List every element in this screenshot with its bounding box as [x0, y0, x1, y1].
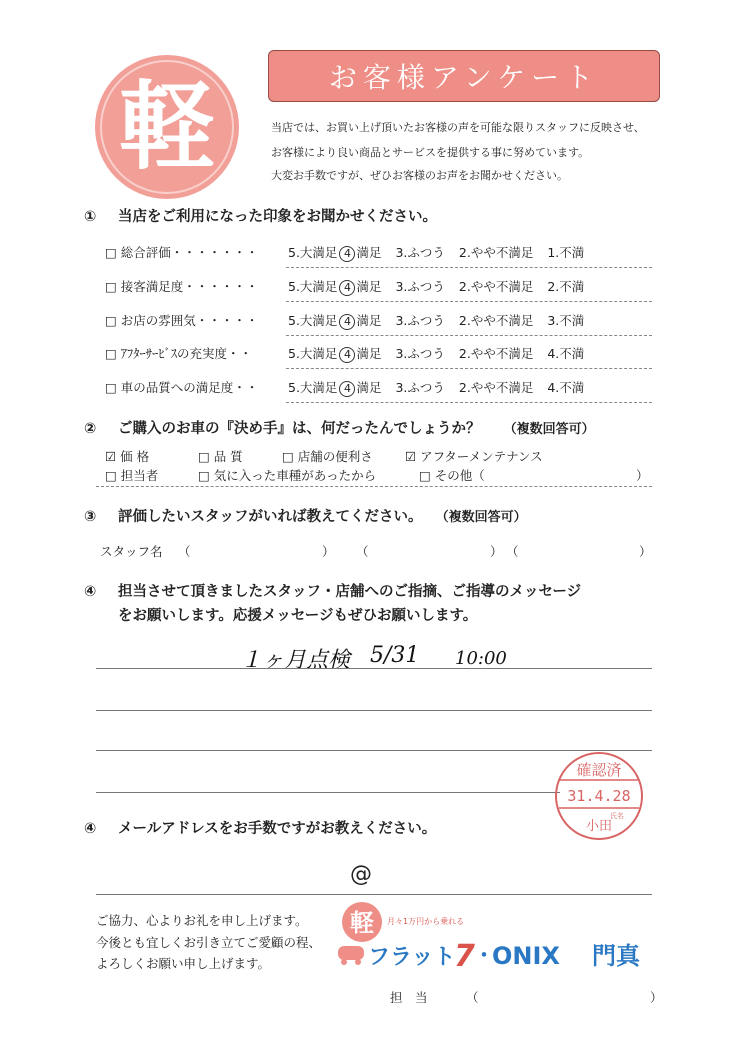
row-divider: [286, 267, 652, 268]
handwriting-2: 5/31: [370, 643, 420, 668]
q3-title: 評価したいスタッフがいれば教えてください。: [118, 509, 423, 525]
scale-option-2[interactable]: 2.やや不満足: [458, 313, 534, 328]
q5-number: ④: [84, 821, 97, 837]
scale-option-5[interactable]: 5.大満足: [288, 245, 338, 260]
closing-line-2: 今後とも宜しくお引き立てご愛顧の程、: [96, 935, 322, 950]
scale-option-3[interactable]: 3.ふつう: [395, 279, 445, 294]
q3-number: ③: [84, 509, 97, 525]
q4-title-2: をお願いします。応援メッセージもぜひお願いします。: [118, 608, 478, 624]
closing-line-3: よろしくお願い申し上げます。: [96, 956, 271, 971]
q2-note: （複数回答可）: [503, 422, 595, 437]
brand-tagline: 月々1万円から乗れる: [387, 917, 465, 926]
q3-note: （複数回答可）: [435, 510, 527, 525]
brand-sep: ・: [474, 943, 494, 967]
row-divider: [286, 368, 652, 369]
scale-option-1[interactable]: 3.不満: [547, 313, 585, 328]
staff-field-1-open[interactable]: （: [178, 544, 191, 559]
closing-line-1: ご協力、心よりお礼を申し上げます。: [96, 913, 308, 928]
q1-row-scale: [288, 243, 584, 262]
q1-row-label[interactable]: □ 接客満足度・・・・・・: [105, 279, 259, 294]
car-icon: [338, 946, 364, 960]
row-divider: [286, 301, 652, 302]
stamp-small: 氏名: [610, 812, 624, 820]
scale-option-3[interactable]: 3.ふつう: [395, 313, 445, 328]
handwriting-3: 10:00: [455, 648, 507, 669]
q1-title: 当店をご利用になった印象をお聞かせください。: [118, 209, 437, 225]
stamp-top: 確認済: [576, 761, 622, 779]
scale-option-4-label: 満足: [356, 346, 382, 361]
scale-option-4-circled[interactable]: 4: [339, 381, 355, 397]
scale-option-1[interactable]: 4.不満: [547, 346, 585, 361]
tanto-open[interactable]: （: [466, 990, 479, 1005]
scale-option-4-circled[interactable]: 4: [339, 246, 355, 262]
scale-option-4-label: 満足: [356, 380, 382, 395]
q1-row-scale: [288, 311, 584, 330]
q2-title: ご購入のお車の『決め手』は、何だったんでしょうか？: [118, 421, 481, 437]
logo-char: 軽: [119, 71, 215, 183]
q2-option-price[interactable]: ☑ 価 格: [105, 449, 150, 464]
q2-option-maintenance[interactable]: ☑ アフターメンテナンス: [405, 449, 543, 464]
scale-option-5[interactable]: 5.大満足: [288, 313, 338, 328]
page-title: お客様アンケート: [328, 61, 600, 94]
tanto-close: ）: [650, 990, 663, 1005]
q2-heading: [84, 417, 595, 438]
staff-field-3-close: ）: [639, 544, 652, 559]
at-sign: @: [350, 862, 372, 887]
scale-option-5[interactable]: 5.大満足: [288, 279, 338, 294]
staff-field-2-close: ）: [490, 544, 503, 559]
q2-number: ②: [84, 421, 97, 437]
message-line-1[interactable]: [96, 668, 652, 669]
q2-option-quality[interactable]: □ 品 質: [198, 449, 243, 464]
scale-option-5[interactable]: 5.大満足: [288, 346, 338, 361]
message-line-4[interactable]: [96, 792, 560, 793]
scale-option-4-circled[interactable]: 4: [339, 280, 355, 296]
scale-option-4-label: 満足: [356, 313, 382, 328]
brand-seven: 7: [454, 939, 475, 974]
q3-heading: [84, 505, 527, 526]
q2-option-staff[interactable]: □ 担当者: [105, 468, 159, 483]
title-banner: [268, 50, 660, 102]
q1-row-label[interactable]: □ お店の雰囲気・・・・・: [105, 313, 259, 328]
staff-field-3-open[interactable]: （: [506, 544, 519, 559]
email-line[interactable]: [96, 894, 652, 895]
staff-field-2-open[interactable]: （: [356, 544, 369, 559]
message-line-2[interactable]: [96, 710, 652, 711]
scale-option-3[interactable]: 3.ふつう: [395, 346, 445, 361]
q1-row-scale: [288, 378, 584, 397]
intro-line-3: 大変お手数ですが、ぜひお客様のお声をお聞かせください。: [271, 169, 568, 182]
brand-flat: フラット: [368, 945, 456, 970]
q5-heading: [84, 817, 436, 838]
scale-option-2[interactable]: 2.やや不満足: [458, 279, 534, 294]
intro-line-1: 当店では、お買い上げ頂いたお客様の声を可能な限りスタッフに反映させ、: [271, 121, 645, 134]
intro-line-2: お客様により良い商品とサービスを提供する事に努めています。: [271, 146, 590, 159]
scale-option-1[interactable]: 4.不満: [547, 380, 585, 395]
q1-heading: [84, 205, 437, 226]
handwriting-1: １ヶ月点検: [240, 648, 351, 673]
scale-option-2[interactable]: 2.やや不満足: [458, 380, 534, 395]
brand-kei: 軽: [350, 909, 374, 937]
q5-title: メールアドレスをお手数ですがお教えください。: [118, 821, 437, 837]
row-divider: [286, 335, 652, 336]
row-divider: [286, 402, 652, 403]
q1-row-label[interactable]: □ ｱﾌﾀｰｻｰﾋﾞｽの充実度・・: [105, 346, 253, 361]
q2-option-model[interactable]: □ 気に入った車種があったから: [198, 468, 377, 483]
scale-option-2[interactable]: 2.やや不満足: [458, 245, 534, 260]
divider: [96, 486, 652, 487]
scale-option-4-label: 満足: [356, 245, 382, 260]
scale-option-2[interactable]: 2.やや不満足: [458, 346, 534, 361]
staff-name-label: スタッフ名: [100, 544, 163, 559]
scale-option-4-circled[interactable]: 4: [339, 314, 355, 330]
q1-row-scale: [288, 277, 584, 296]
confirmation-stamp: [553, 750, 645, 842]
q2-other-close: ）: [636, 468, 649, 483]
q1-row-label[interactable]: □ 車の品質への満足度・・: [105, 380, 259, 395]
brand-place: 門真: [592, 942, 640, 970]
q1-number: ①: [84, 209, 97, 225]
q2-option-store[interactable]: □ 店舗の便利さ: [282, 449, 373, 464]
q4-number: ④: [84, 584, 97, 600]
q4-title-1: 担当させて頂きましたスタッフ・店舗へのご指摘、ご指導のメッセージ: [118, 584, 582, 600]
scale-option-1[interactable]: 2.不満: [547, 279, 585, 294]
tanto-label: 担 当: [390, 990, 428, 1005]
q2-option-other[interactable]: □ その他（: [419, 468, 485, 483]
stamp-date: 31.4.28: [567, 787, 631, 805]
brand-onix: ONIX: [492, 942, 560, 970]
scale-option-3[interactable]: 3.ふつう: [395, 245, 445, 260]
scale-option-5[interactable]: 5.大満足: [288, 380, 338, 395]
q4-heading: [84, 580, 581, 601]
q1-row-scale: [288, 344, 584, 363]
scale-option-4-circled[interactable]: 4: [339, 347, 355, 363]
stamp-name: 小田: [585, 819, 613, 834]
scale-option-1[interactable]: 1.不満: [547, 245, 585, 260]
kei-logo: [92, 52, 242, 202]
q1-row-label[interactable]: □ 総合評価・・・・・・・: [105, 245, 259, 260]
staff-field-1-close: ）: [322, 544, 335, 559]
scale-option-4-label: 満足: [356, 279, 382, 294]
brand-logo: [332, 900, 662, 978]
scale-option-3[interactable]: 3.ふつう: [395, 380, 445, 395]
